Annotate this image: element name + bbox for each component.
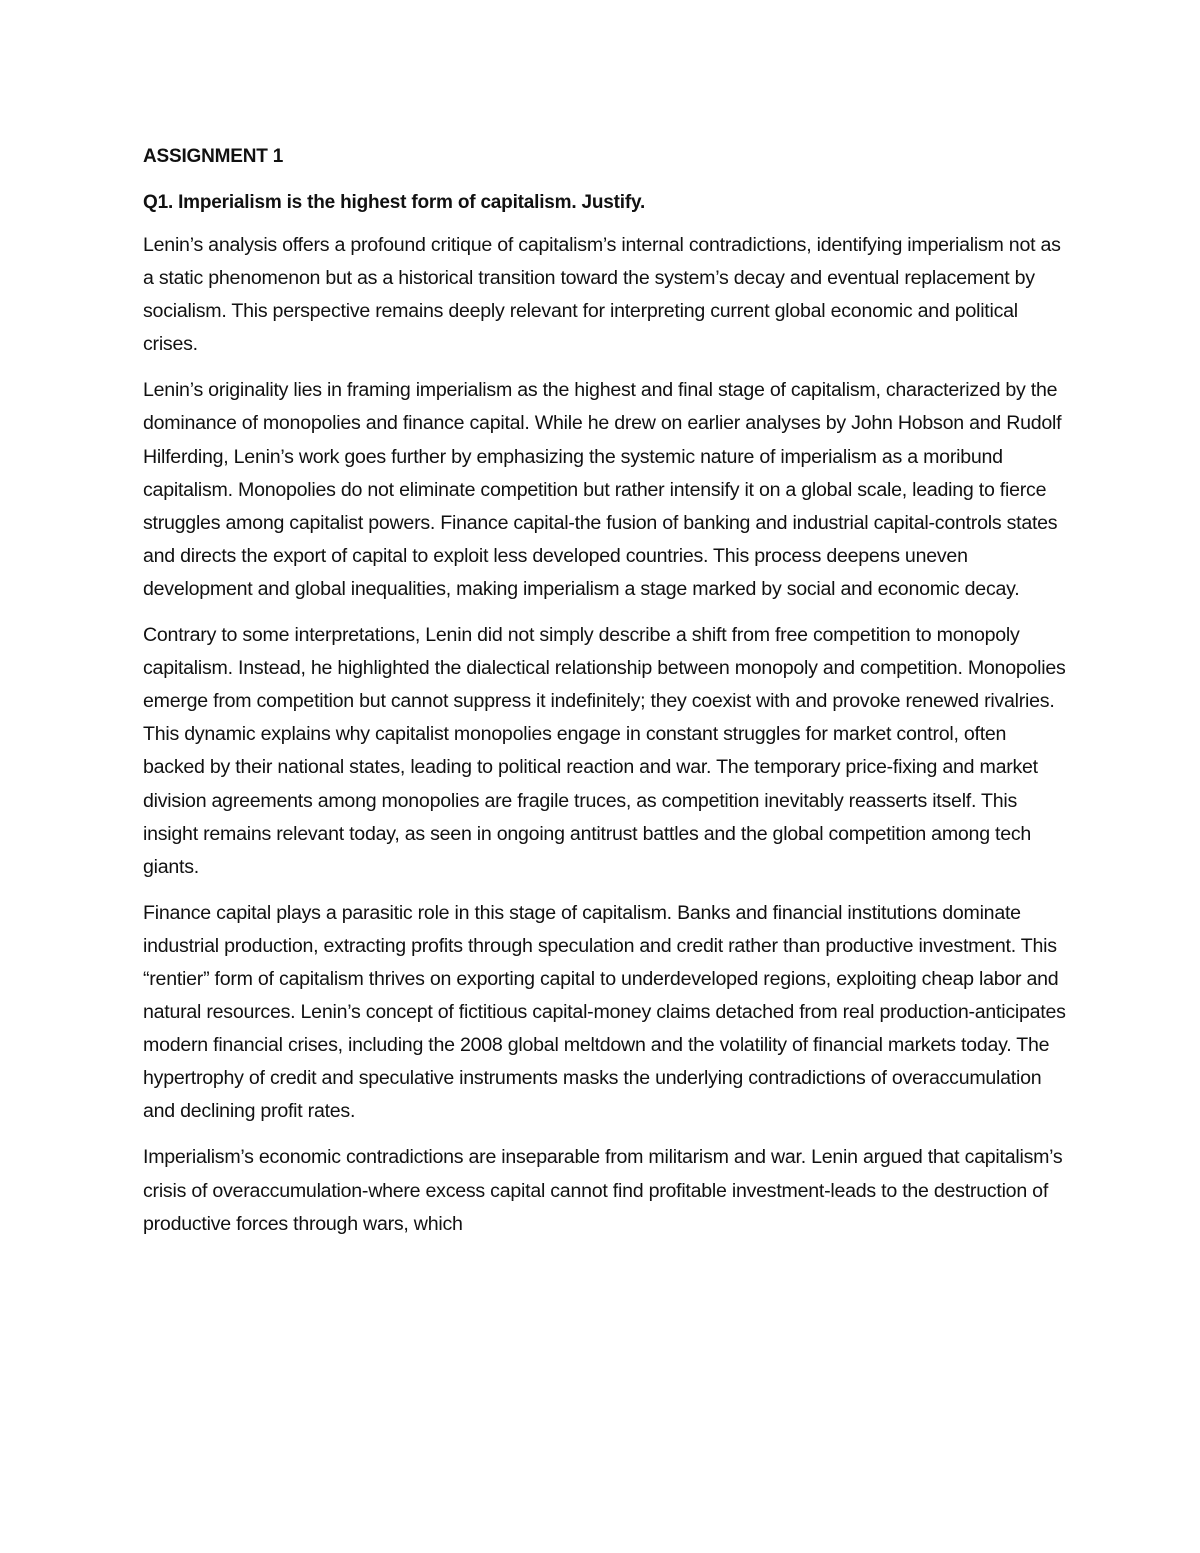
- document-body: [143, 143, 1068, 1254]
- paragraph-5: Imperialism’s economic contradictions are inseparable from militarism and war. Lenin argued that capitalism’s crisis of overaccumulation-where excess capital cannot find profitable investment-leads to the destruction of productive forces through wars, which: [143, 1146, 1063, 1235]
- paragraph-2: Lenin’s originality lies in framing imperialism as the highest and final stage of capitalism, characterized by the dominance of monopolies and finance capital. While he drew on earlier analyses by John Hobson and Rudolf Hilferding, Lenin’s work goes further by emphasizing the systemic nature of imperialism as a moribund capitalism. Monopolies do not eliminate competition but rather intensify it on a global scale, leading to fierce struggles among capitalist powers. Finance capital-the fusion of banking and industrial capital-controls states and directs the export of capital to exploit less developed countries. This process deepens uneven development and global inequalities, making imperialism a stage marked by social and economic decay.: [143, 379, 1062, 600]
- paragraph-1: Lenin’s analysis offers a profound critique of capitalism’s internal contradictions, identifying imperialism not as a static phenomenon but as a historical transition toward the system’s decay and eventual replacement by socialism. This perspective remains deeply relevant for interpreting current global economic and political crises.: [143, 234, 1061, 356]
- paragraph-4: Finance capital plays a parasitic role in this stage of capitalism. Banks and financial institutions dominate industrial production, extracting profits through speculation and credit rather than productive investment. This “rentier” form of capitalism thrives on exporting capital to underdeveloped regions, exploiting cheap labor and natural resources. Lenin’s concept of fictitious capital-money claims detached from real production-anticipates modern financial crises, including the 2008 global meltdown and the volatility of financial markets today. The hypertrophy of credit and speculative instruments masks the underlying contradictions of overaccumulation and declining profit rates.: [143, 901, 1066, 1123]
- question-title: Q1. Imperialism is the highest form of capitalism. Justify.: [143, 192, 646, 213]
- assignment-heading: ASSIGNMENT 1: [143, 146, 284, 167]
- paragraph-3: Contrary to some interpretations, Lenin did not simply describe a shift from free competition to monopoly capitalism. Instead, he highlighted the dialectical relationship between monopoly and competition. Monopolies emerge from competition but cannot suppress it indefinitely; they coexist with and provoke renewed rivalries. This dynamic explains why capitalist monopolies engage in constant struggles for market control, often backed by their national states, leading to political reaction and war. The temporary price-fixing and market division agreements among monopolies are fragile truces, as competition inevitably reasserts itself. This insight remains relevant today, as seen in ongoing antitrust battles and the global competition among tech giants.: [143, 624, 1066, 878]
